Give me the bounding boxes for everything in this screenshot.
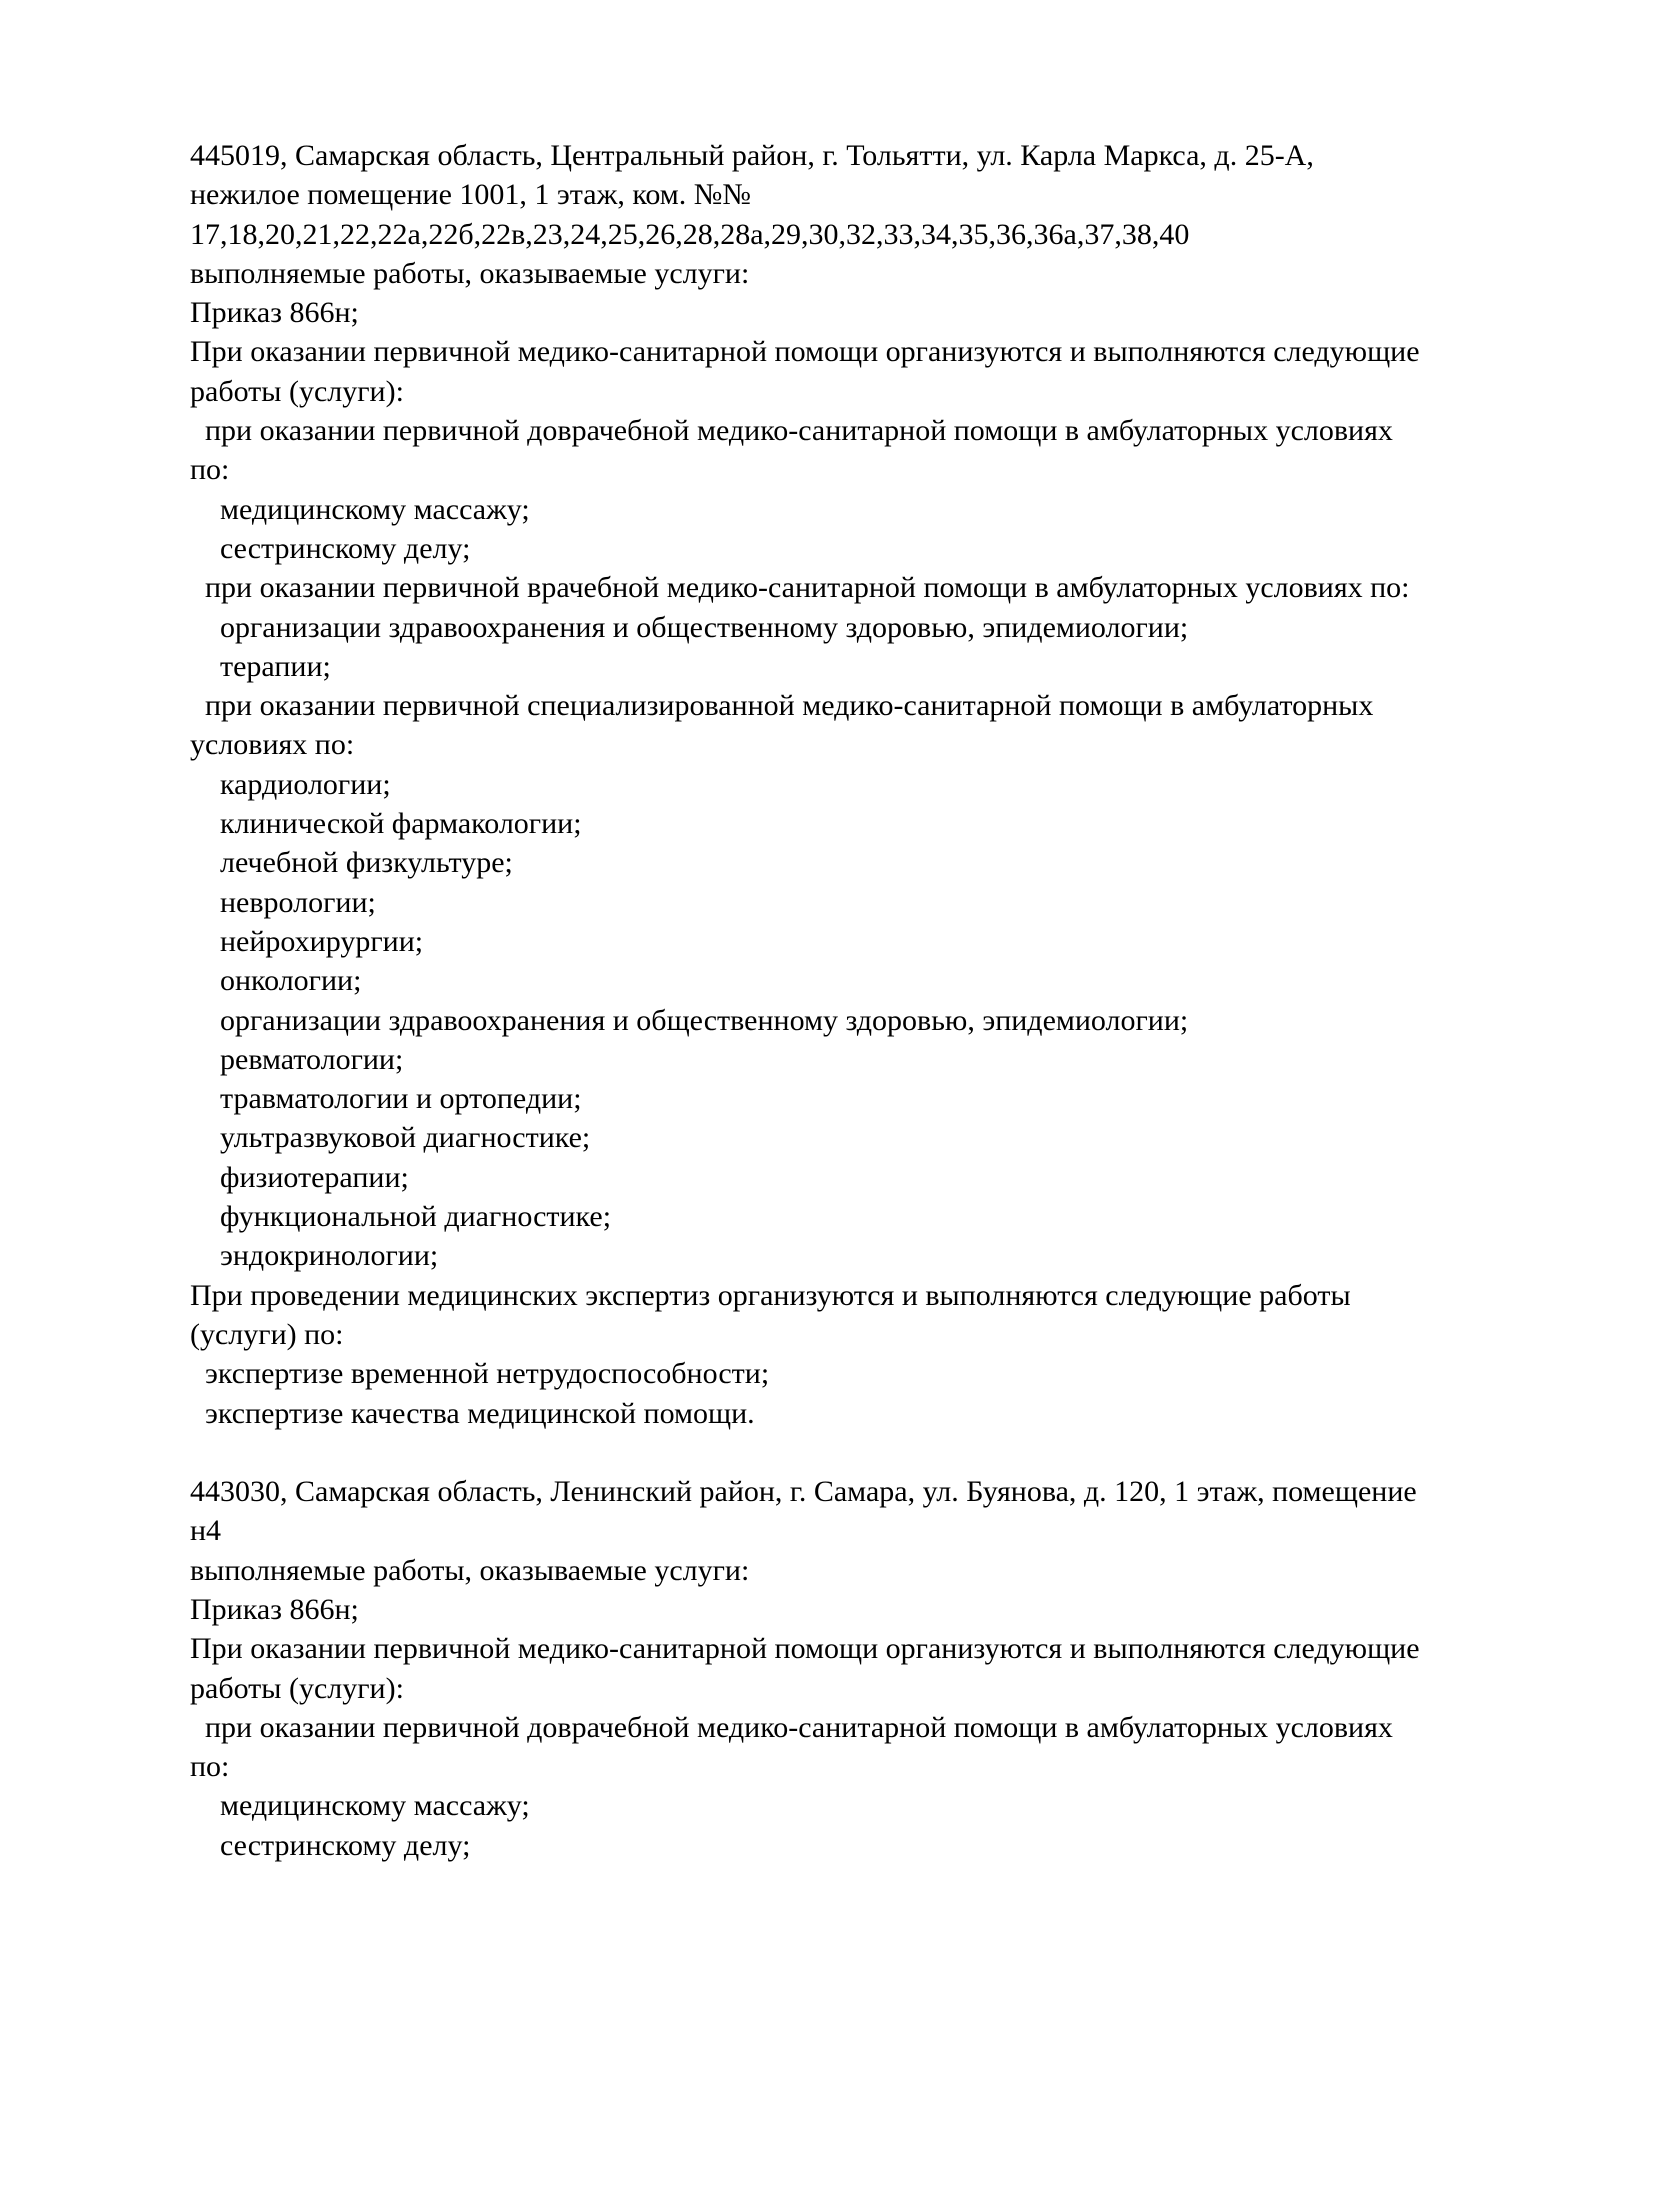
- list-item-text: экспертизе временной нетрудоспособности;: [205, 1357, 770, 1391]
- list-item: [190, 1001, 1590, 1040]
- expertise-heading: (услуги) по:: [190, 1317, 344, 1351]
- list-item: [190, 608, 1590, 647]
- list-item-text: сестринскому делу;: [220, 531, 471, 565]
- list-item: [190, 529, 1590, 568]
- list-item-text: терапии;: [220, 649, 331, 683]
- list-item-text: онкологии;: [220, 964, 362, 998]
- list-item-text: эндокринологии;: [220, 1239, 439, 1273]
- specialized-heading: [190, 686, 1590, 725]
- list-item-text: кардиологии;: [220, 767, 391, 801]
- specialized-heading: условиях по:: [190, 728, 355, 762]
- works-heading: выполняемые работы, оказываемые услуги:: [190, 1553, 750, 1587]
- list-item: [190, 843, 1590, 882]
- primary-care-heading: работы (услуги):: [190, 374, 404, 408]
- order-reference: Приказ 866н;: [190, 1592, 359, 1626]
- list-item: [190, 1040, 1590, 1079]
- list-item: [190, 922, 1590, 961]
- prehospital-heading-text: при оказании первичной доврачебной медико-санитарной помощи в амбулаторных условиях: [205, 1710, 1393, 1744]
- list-item: [190, 1354, 1590, 1393]
- list-item-text: нейрохирургии;: [220, 924, 424, 958]
- list-item: [190, 647, 1590, 686]
- specialized-heading-text: при оказании первичной специализированной медико-санитарной помощи в амбулаторных: [205, 689, 1374, 723]
- section-spacer: [190, 1433, 1590, 1472]
- list-item-text: организации здравоохранения и общественному здоровью, эпидемиологии;: [220, 1003, 1189, 1037]
- list-item: [190, 1079, 1590, 1118]
- list-item-text: клинической фармакологии;: [220, 807, 582, 841]
- order-reference: Приказ 866н;: [190, 296, 359, 330]
- list-item-text: ревматологии;: [220, 1042, 404, 1076]
- prehospital-heading: [190, 411, 1590, 450]
- list-item-text: лечебной физкультуре;: [220, 846, 513, 880]
- list-item: [190, 490, 1590, 529]
- primary-care-heading: работы (услуги):: [190, 1671, 404, 1705]
- list-item: [190, 1118, 1590, 1157]
- address-line: н4: [190, 1514, 222, 1548]
- primary-care-heading: При оказании первичной медико-санитарной помощи организуются и выполняются следующие: [190, 335, 1420, 369]
- list-item-text: физиотерапии;: [220, 1160, 409, 1194]
- list-item: [190, 1786, 1590, 1825]
- prehospital-heading: по:: [190, 453, 230, 487]
- address-line: 445019, Самарская область, Центральный район, г. Тольятти, ул. Карла Маркса, д. 25-А,: [190, 139, 1314, 172]
- list-item: [190, 1826, 1590, 1865]
- list-item: [190, 1158, 1590, 1197]
- document-body: [190, 136, 1590, 1865]
- physician-heading-text: при оказании первичной врачебной медико-санитарной помощи в амбулаторных условиях по:: [205, 571, 1410, 605]
- list-item: [190, 961, 1590, 1000]
- list-item-text: ультразвуковой диагностике;: [220, 1121, 591, 1155]
- address-line: нежилое помещение 1001, 1 этаж, ком. №№: [190, 178, 752, 212]
- list-item-text: неврологии;: [220, 885, 376, 919]
- list-item: [190, 1236, 1590, 1275]
- expertise-heading: При проведении медицинских экспертиз организуются и выполняются следующие работы: [190, 1278, 1351, 1312]
- list-item: [190, 1394, 1590, 1433]
- list-item: [190, 804, 1590, 843]
- list-item: [190, 765, 1590, 804]
- list-item: [190, 883, 1590, 922]
- list-item-text: медицинскому массажу;: [220, 1789, 530, 1823]
- address-line: 17,18,20,21,22,22а,22б,22в,23,24,25,26,28,28а,29,30,32,33,34,35,36,36а,37,38,40: [190, 217, 1190, 251]
- prehospital-heading-text: при оказании первичной доврачебной медико-санитарной помощи в амбулаторных условиях: [205, 414, 1393, 448]
- primary-care-heading: При оказании первичной медико-санитарной помощи организуются и выполняются следующие: [190, 1632, 1420, 1666]
- list-item-text: медицинскому массажу;: [220, 492, 530, 526]
- list-item: [190, 1197, 1590, 1236]
- prehospital-heading: по:: [190, 1750, 230, 1784]
- list-item-text: экспертизе качества медицинской помощи.: [205, 1396, 755, 1430]
- works-heading: выполняемые работы, оказываемые услуги:: [190, 256, 750, 290]
- list-item-text: организации здравоохранения и общественному здоровью, эпидемиологии;: [220, 610, 1189, 644]
- list-item-text: сестринскому делу;: [220, 1828, 471, 1862]
- physician-heading: [190, 568, 1590, 607]
- list-item-text: травматологии и ортопедии;: [220, 1082, 582, 1116]
- address-line: 443030, Самарская область, Ленинский район, г. Самара, ул. Буянова, д. 120, 1 этаж, помещение: [190, 1475, 1417, 1509]
- prehospital-heading: [190, 1708, 1590, 1747]
- list-item-text: функциональной диагностике;: [220, 1200, 612, 1234]
